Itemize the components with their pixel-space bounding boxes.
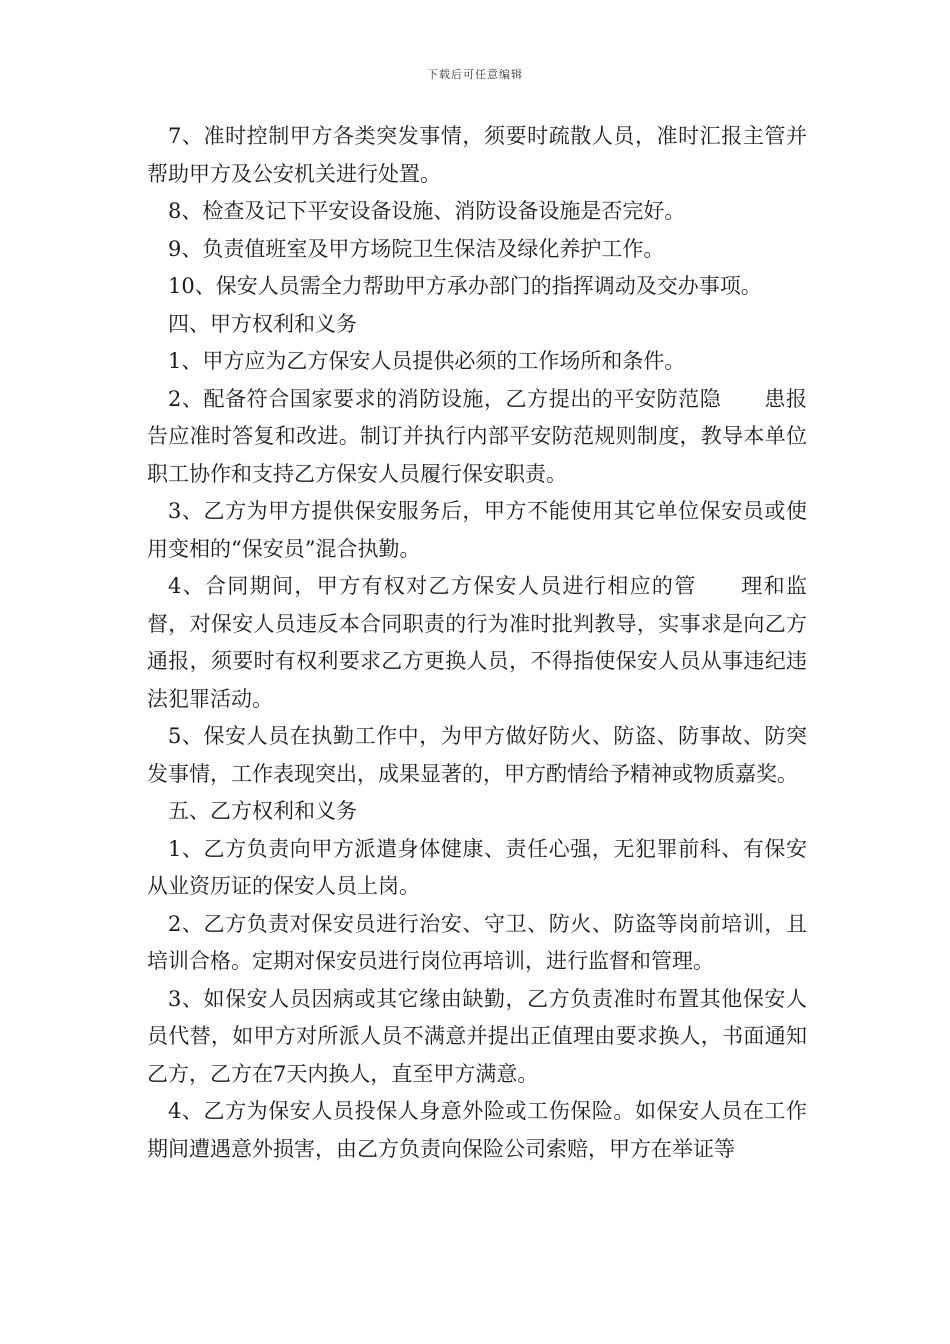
section-4-clause-1: 1、甲方应为乙方保安人员提供必须的工作场所和条件。 xyxy=(168,349,686,373)
clause-8: 8、检查及记下平安设备设施、消防设备设施是否完好。 xyxy=(168,199,686,223)
section-heading-4: 四、甲方权利和义务 xyxy=(168,311,357,336)
section-4-clause-5: 5、保安人员在执勤工作中，为甲方做好防火、防盗、防事故、防突发事情，工作表现突出，成果显著的，甲方酌情给予精神或物质嘉奖。 xyxy=(147,724,807,786)
section-5-clause-3: 3、如保安人员因病或其它缘由缺勤，乙方负责准时布置其他保安人员代替，如甲方对所派人员不满意并提出正值理由要求换人，书面通知乙方，乙方在7天内换人，直至甲方满意。 xyxy=(147,986,807,1086)
page-header: 下载后可任意编辑 xyxy=(427,68,523,81)
section-5-clause-4: 4、乙方为保安人员投保人身意外险或工伤保险。如保安人员在工作期间遭遇意外损害，由乙方负责向保险公司索赔，甲方在举证等 xyxy=(147,1099,807,1161)
clause-10: 10、保安人员需全力帮助甲方承办部门的指挥调动及交办事项。 xyxy=(168,274,762,298)
clause-7: 7、准时控制甲方各类突发事情，须要时疏散人员，准时汇报主管并帮助甲方及公安机关进行处置。 xyxy=(147,124,807,186)
clause-9: 9、负责值班室及甲方场院卫生保洁及绿化养护工作。 xyxy=(168,236,665,261)
section-4-clause-3: 3、乙方为甲方提供保安服务后，甲方不能使用其它单位保安员或使用变相的“保安员”混合执勤。 xyxy=(147,499,807,561)
section-4-clause-2: 2、配备符合国家要求的消防设施，乙方提出的平安防范隐 患报告应准时答复和改进。制订并执行内部平安防范规则制度，教导本单位职工协作和支持乙方保安人员履行保安职责。 xyxy=(147,386,807,486)
section-4-clause-4: 4、合同期间，甲方有权对乙方保安人员进行相应的管 理和监督，对保安人员违反本合同职责的行为准时批判教导，实事求是向乙方通报，须要时有权利要求乙方更换人员，不得指使保安人员从事违纪违法犯罪活动。 xyxy=(147,574,807,711)
section-heading-5: 五、乙方权利和义务 xyxy=(168,799,357,823)
section-5-clause-2: 2、乙方负责对保安员进行治安、守卫、防火、防盗等岗前培训，且培训合格。定期对保安员进行岗位再培训，进行监督和管理。 xyxy=(147,911,807,973)
document-body xyxy=(147,118,807,1168)
section-5-clause-1: 1、乙方负责向甲方派遣身体健康、责任心强，无犯罪前科、有保安从业资历证的保安人员上岗。 xyxy=(147,836,807,898)
